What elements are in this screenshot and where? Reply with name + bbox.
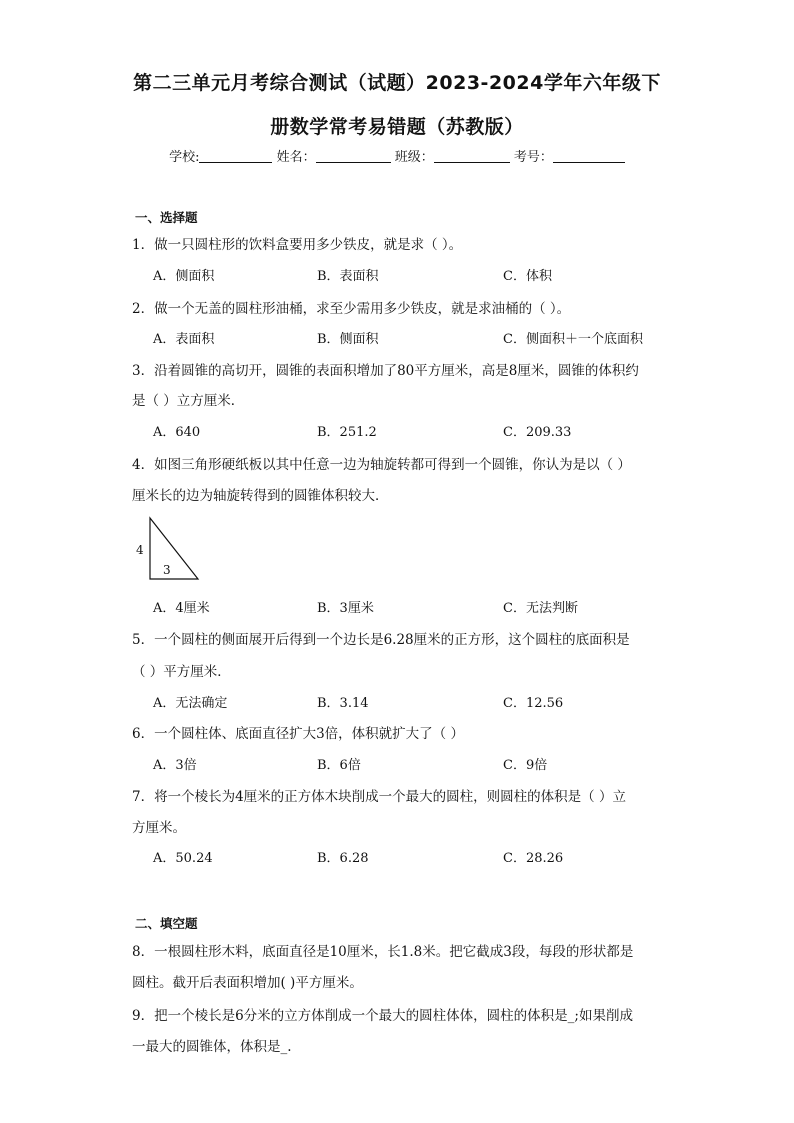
number-label: 考号：: [513, 150, 553, 165]
question-6-option-c[interactable]: C．9倍: [503, 758, 548, 773]
name-blank[interactable]: [316, 150, 391, 163]
question-7-text-line-2: 方厘米。: [132, 820, 186, 836]
question-5-option-b[interactable]: B．3.14: [317, 696, 369, 711]
question-4-text-line-1: 4．如图三角形硬纸板以其中任意一边为轴旋转都可得到一个圆锥，你认为是以（ ）: [132, 457, 631, 473]
question-1-option-c[interactable]: C．体积: [503, 269, 552, 284]
question-2-option-a[interactable]: A．表面积: [153, 332, 215, 347]
section-title-fill-in: 二、填空题: [135, 916, 198, 931]
question-1-option-a[interactable]: A．侧面积: [153, 269, 215, 284]
question-6-option-b[interactable]: B．6倍: [317, 758, 361, 773]
question-7-option-c[interactable]: C．28.26: [503, 851, 564, 866]
question-4-option-a[interactable]: A．4厘米: [153, 601, 210, 616]
school-blank[interactable]: [199, 150, 272, 163]
triangle-shape: [150, 518, 198, 579]
question-5-text-line-2: （ ）平方厘米．: [132, 664, 231, 680]
class-blank[interactable]: [434, 150, 510, 163]
question-5-option-a[interactable]: A．无法确定: [153, 696, 228, 711]
question-3-text-line-2: 是（ ）立方厘米．: [132, 393, 245, 409]
question-6-text: 6．一个圆柱体、底面直径扩大3倍，体积就扩大了（ ）: [132, 726, 464, 742]
question-9-text-line-1: 9．把一个棱长是6分米的立方体削成一个最大的圆柱体体，圆柱的体积是_;如果削成: [132, 1008, 633, 1024]
student-info-row: [0, 146, 794, 165]
question-7-text-line-1: 7．将一个棱长为4厘米的正方体木块削成一个最大的圆柱，则圆柱的体积是（ ）立: [132, 789, 626, 805]
question-1-option-b[interactable]: B．表面积: [317, 269, 379, 284]
section-title-choice: 一、选择题: [135, 210, 198, 225]
question-4-option-b[interactable]: B．3厘米: [317, 601, 374, 616]
question-7-option-b[interactable]: B．6.28: [317, 851, 369, 866]
question-5-option-c[interactable]: C．12.56: [503, 696, 564, 711]
question-2-option-c[interactable]: C．侧面积＋一个底面积: [503, 332, 643, 347]
question-2-text: 2．做一个无盖的圆柱形油桶，求至少需用多少铁皮，就是求油桶的（ ）。: [132, 301, 571, 317]
question-5-text-line-1: 5．一个圆柱的侧面展开后得到一个边长是6.28厘米的正方形，这个圆柱的底面积是: [132, 632, 630, 648]
title-line-2: 册数学常考易错题（苏教版）: [270, 116, 524, 138]
title-line-1: 第二三单元月考综合测试（试题）2023-2024学年六年级下: [133, 72, 661, 94]
question-3-option-a[interactable]: A．640: [153, 425, 201, 440]
question-8-text-line-1: 8．一根圆柱形木料，底面直径是10厘米，长1.8米。把它截成3段，每段的形状都是: [132, 944, 634, 960]
question-2-option-b[interactable]: B．侧面积: [317, 332, 379, 347]
number-blank[interactable]: [553, 150, 625, 163]
question-7-option-a[interactable]: A．50.24: [153, 851, 213, 866]
question-3-option-b[interactable]: B．251.2: [317, 425, 377, 440]
question-9-text-line-2: 一最大的圆锥体，体积是_.: [132, 1039, 292, 1055]
school-label: 学校:: [169, 150, 200, 165]
triangle-figure: [134, 515, 204, 589]
question-3-text-line-1: 3．沿着圆锥的高切开，圆锥的表面积增加了80平方厘米，高是8厘米，圆锥的体积约: [132, 363, 639, 379]
question-8-text-line-2: 圆柱。截开后表面积增加( )平方厘米。: [132, 975, 363, 991]
question-3-option-c[interactable]: C．209.33: [503, 425, 572, 440]
question-6-option-a[interactable]: A．3倍: [153, 758, 197, 773]
class-label: 班级：: [394, 150, 434, 165]
triangle-vertical-side-label: 4: [136, 543, 144, 557]
question-4-text-line-2: 厘米长的边为轴旋转得到的圆锥体积较大．: [132, 488, 389, 504]
name-label: 姓名：: [276, 150, 316, 165]
question-1-text: 1．做一只圆柱形的饮料盒要用多少铁皮，就是求（ ）。: [132, 237, 463, 253]
question-4-option-c[interactable]: C．无法判断: [503, 601, 578, 616]
triangle-horizontal-side-label: 3: [163, 563, 171, 577]
